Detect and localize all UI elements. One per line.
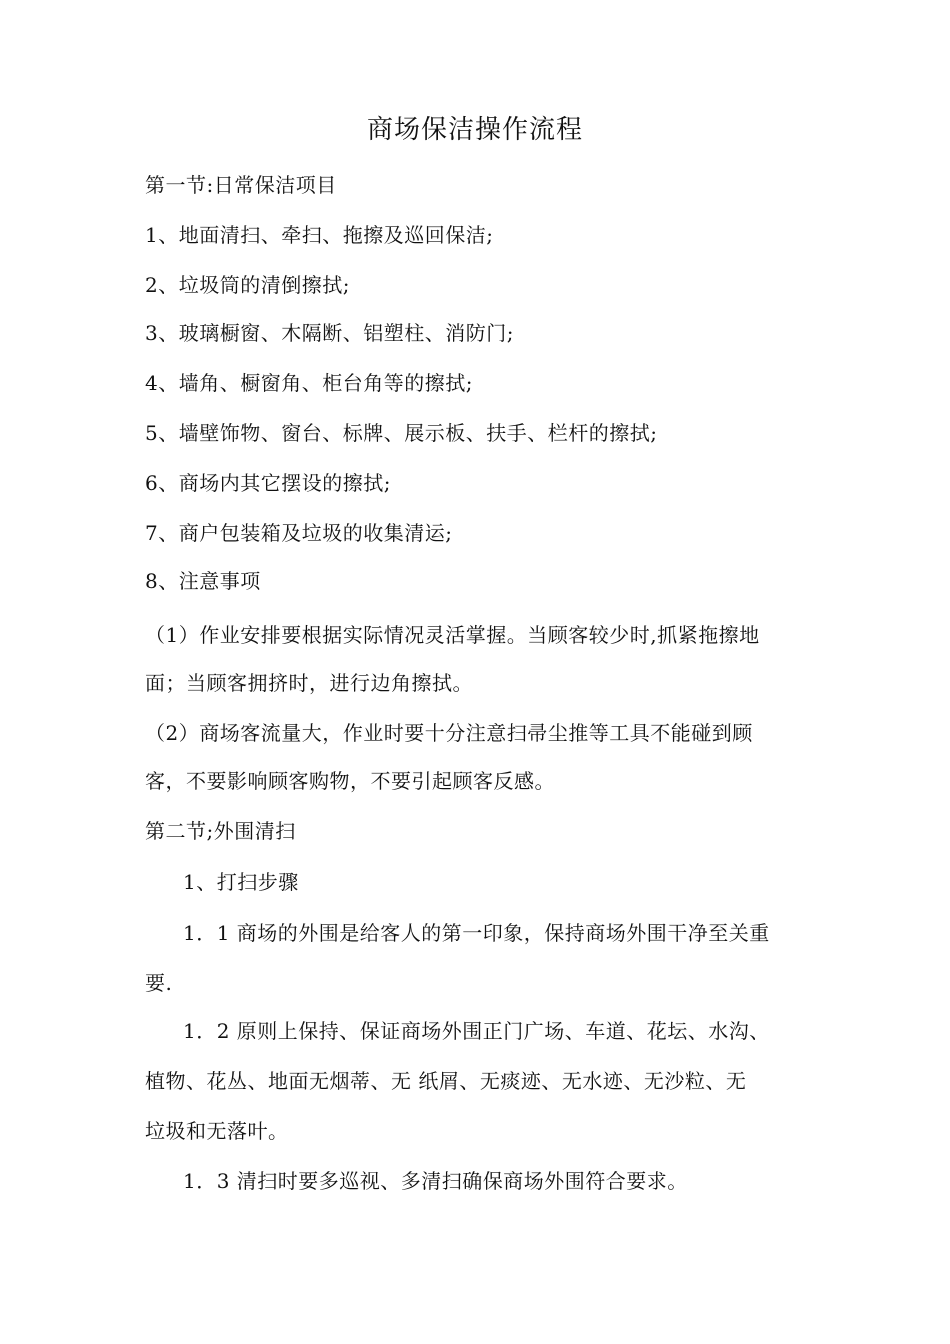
paragraph-line: 1．3 清扫时要多巡视、多清扫确保商场外围符合要求。 bbox=[183, 1169, 688, 1193]
list-item: 5、墙壁饰物、窗台、标牌、展示板、扶手、栏杆的擦拭; bbox=[145, 421, 658, 445]
paragraph-line: 1．2 原则上保持、保证商场外围正门广场、车道、花坛、水沟、 bbox=[183, 1019, 770, 1043]
list-item: 4、墙角、橱窗角、柜台角等的擦拭; bbox=[145, 371, 473, 395]
list-item: 2、垃圾筒的清倒擦拭; bbox=[145, 273, 350, 297]
section-heading-exterior-cleaning: 第二节;外围清扫 bbox=[145, 819, 296, 843]
subheading-cleaning-steps: 1、打扫步骤 bbox=[183, 870, 299, 894]
paragraph-line: 客，不要影响顾客购物，不要引起顾客反感。 bbox=[145, 769, 555, 793]
paragraph-line: （1）作业安排要根据实际情况灵活掌握。当顾客较少时,抓紧拖擦地 bbox=[145, 623, 760, 647]
paragraph-line: 植物、花丛、地面无烟蒂、无 纸屑、无痰迹、无水迹、无沙粒、无 bbox=[145, 1069, 747, 1093]
section-heading-daily-cleaning: 第一节:日常保洁项目 bbox=[145, 173, 337, 197]
paragraph-line: 垃圾和无落叶。 bbox=[145, 1119, 289, 1143]
paragraph-line: 要. bbox=[145, 971, 173, 995]
list-item: 3、玻璃橱窗、木隔断、铝塑柱、消防门; bbox=[145, 321, 514, 345]
list-item: 8、注意事项 bbox=[145, 569, 261, 593]
list-item: 7、商户包装箱及垃圾的收集清运; bbox=[145, 521, 453, 545]
list-item: 6、商场内其它摆设的擦拭; bbox=[145, 471, 391, 495]
paragraph-line: （2）商场客流量大，作业时要十分注意扫帚尘推等工具不能碰到顾 bbox=[145, 721, 753, 745]
paragraph-line: 1．1 商场的外围是给客人的第一印象，保持商场外围干净至关重 bbox=[183, 921, 770, 945]
list-item: 1、地面清扫、牵扫、拖擦及巡回保洁; bbox=[145, 223, 494, 247]
document-title: 商场保洁操作流程 bbox=[366, 115, 583, 145]
paragraph-line: 面；当顾客拥挤时，进行边角擦拭。 bbox=[145, 671, 473, 695]
